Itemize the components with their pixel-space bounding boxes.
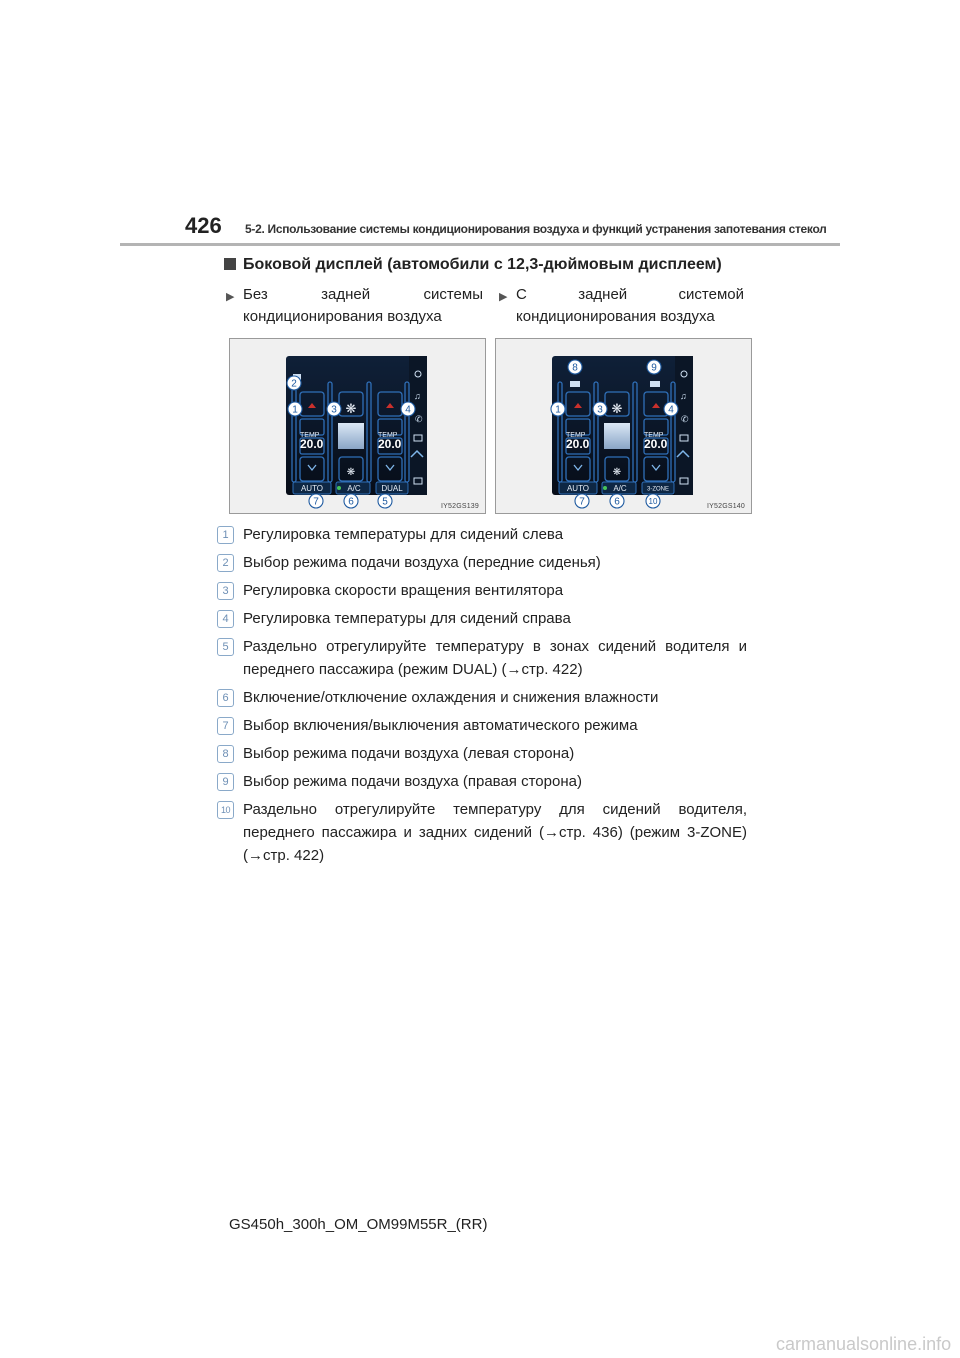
callout-9: 9 xyxy=(651,362,657,374)
callout-3: 3 xyxy=(331,404,337,416)
left-temp-value: 20.0 xyxy=(566,437,590,451)
temp-label: TEMP xyxy=(566,432,586,439)
callout-6: 6 xyxy=(348,496,354,508)
item-number-badge: 3 xyxy=(217,582,234,600)
item-text: Выбор включения/выключения автоматического режима xyxy=(243,717,638,734)
item-text: Выбор режима подачи воздуха (правая сторона) xyxy=(243,773,582,790)
item-number-badge: 10 xyxy=(217,801,234,819)
ac-button-label: A/C xyxy=(613,484,627,493)
triangle-bullet-icon: ▶ xyxy=(499,291,508,303)
svg-text:❋: ❋ xyxy=(611,401,623,416)
right-temp-value: 20.0 xyxy=(378,437,402,451)
list-item xyxy=(217,607,747,630)
item-number-badge: 2 xyxy=(217,554,234,572)
subheading-word: задней xyxy=(321,286,371,303)
triangle-bullet-icon: ▶ xyxy=(226,291,235,303)
item-text: Регулировка скорости вращения вентилятора xyxy=(243,582,564,599)
callout-5: 5 xyxy=(382,496,388,508)
section-heading xyxy=(224,256,722,274)
svg-text:✆: ✆ xyxy=(415,414,423,424)
callout-1: 1 xyxy=(292,404,298,416)
temp-label: TEMP xyxy=(300,432,320,439)
3-zone-button-label: 3-ZONE xyxy=(646,486,670,493)
climate-display-illustration xyxy=(496,339,751,513)
item-text: Регулировка температуры для сидений слева xyxy=(243,526,564,543)
subheading-word: системы xyxy=(423,286,483,303)
figure-code: IY52GS140 xyxy=(707,503,745,510)
svg-text:✆: ✆ xyxy=(681,414,689,424)
subheading-line: кондиционирования воздуха xyxy=(516,308,715,325)
figure-display-without-rear xyxy=(229,338,486,514)
item-number-badge: 5 xyxy=(217,638,234,656)
subheading-with-rear-ac xyxy=(499,284,744,328)
subheading-word: С xyxy=(516,286,527,303)
callout-3: 3 xyxy=(597,404,603,416)
temp-label: TEMP xyxy=(644,432,664,439)
list-item xyxy=(217,523,747,546)
subheading-line: кондиционирования воздуха xyxy=(243,308,442,325)
item-text: Раздельно отрегулируйте температуру в зонах сидений водителя и переднего пассажира (режим DUAL) (→стр. 422) xyxy=(243,638,747,678)
item-number-badge: 9 xyxy=(217,773,234,791)
svg-text:❋: ❋ xyxy=(612,467,622,478)
item-number-badge: 1 xyxy=(217,526,234,544)
model-code: GS450h_300h_OM_OM99M55R_(RR) xyxy=(229,1216,488,1233)
item-text: Выбор режима подачи воздуха (передние сиденья) xyxy=(243,554,601,571)
item-number-badge: 8 xyxy=(217,745,234,763)
subheading-word: Без xyxy=(243,286,268,303)
header-rule xyxy=(120,243,840,246)
left-temp-value: 20.0 xyxy=(300,437,324,451)
subheading-without-rear-ac xyxy=(226,284,483,328)
callout-7: 7 xyxy=(579,496,585,508)
callout-4: 4 xyxy=(668,404,674,416)
callout-4: 4 xyxy=(405,404,411,416)
callout-2: 2 xyxy=(291,378,297,390)
list-item xyxy=(217,686,747,709)
figure-code: IY52GS139 xyxy=(441,503,479,510)
svg-text:❋: ❋ xyxy=(345,401,357,416)
ac-button-label: A/C xyxy=(347,484,361,493)
svg-text:♫: ♫ xyxy=(414,391,421,401)
item-text: Регулировка температуры для сидений справа xyxy=(243,610,571,627)
callout-7: 7 xyxy=(313,496,319,508)
auto-button-label: AUTO xyxy=(300,484,324,493)
svg-text:♫: ♫ xyxy=(680,391,687,401)
legend-list xyxy=(217,523,747,872)
callout-10: 10 xyxy=(648,497,658,506)
chapter-title: 5-2. Использование системы кондиционирования воздуха и функций устранения запотевания стекол xyxy=(245,222,827,236)
callout-6: 6 xyxy=(614,496,620,508)
list-item xyxy=(217,579,747,602)
item-number-badge: 6 xyxy=(217,689,234,707)
section-heading-text: Боковой дисплей (автомобили с 12,3-дюймовым дисплеем) xyxy=(243,256,722,273)
item-text: Раздельно отрегулируйте температуру для сидений водителя, переднего пассажира и задних сидений (→стр. 436) (режим 3-ZONE) (→стр. 422) xyxy=(243,801,747,864)
callout-1: 1 xyxy=(555,404,561,416)
auto-button-label: AUTO xyxy=(566,484,590,493)
list-item xyxy=(217,798,747,867)
figure-display-with-rear xyxy=(495,338,752,514)
item-number-badge: 4 xyxy=(217,610,234,628)
list-item xyxy=(217,714,747,737)
climate-display-illustration xyxy=(230,339,485,513)
list-item xyxy=(217,742,747,765)
subheading-word: системой xyxy=(678,286,744,303)
dual-button-label: DUAL xyxy=(381,484,403,493)
svg-text:❋: ❋ xyxy=(346,467,356,478)
list-item xyxy=(217,551,747,574)
item-text: Выбор режима подачи воздуха (левая сторона) xyxy=(243,745,575,762)
page-number: 426 xyxy=(185,213,222,238)
list-item xyxy=(217,635,747,681)
square-bullet-icon xyxy=(224,258,236,270)
list-item xyxy=(217,770,747,793)
temp-label: TEMP xyxy=(378,432,398,439)
item-number-badge: 7 xyxy=(217,717,234,735)
callout-8: 8 xyxy=(572,362,578,374)
right-temp-value: 20.0 xyxy=(644,437,668,451)
watermark: carmanualsonline.info xyxy=(776,1334,952,1354)
subheading-word: задней xyxy=(578,286,628,303)
item-text: Включение/отключение охлаждения и снижения влажности xyxy=(243,689,659,706)
